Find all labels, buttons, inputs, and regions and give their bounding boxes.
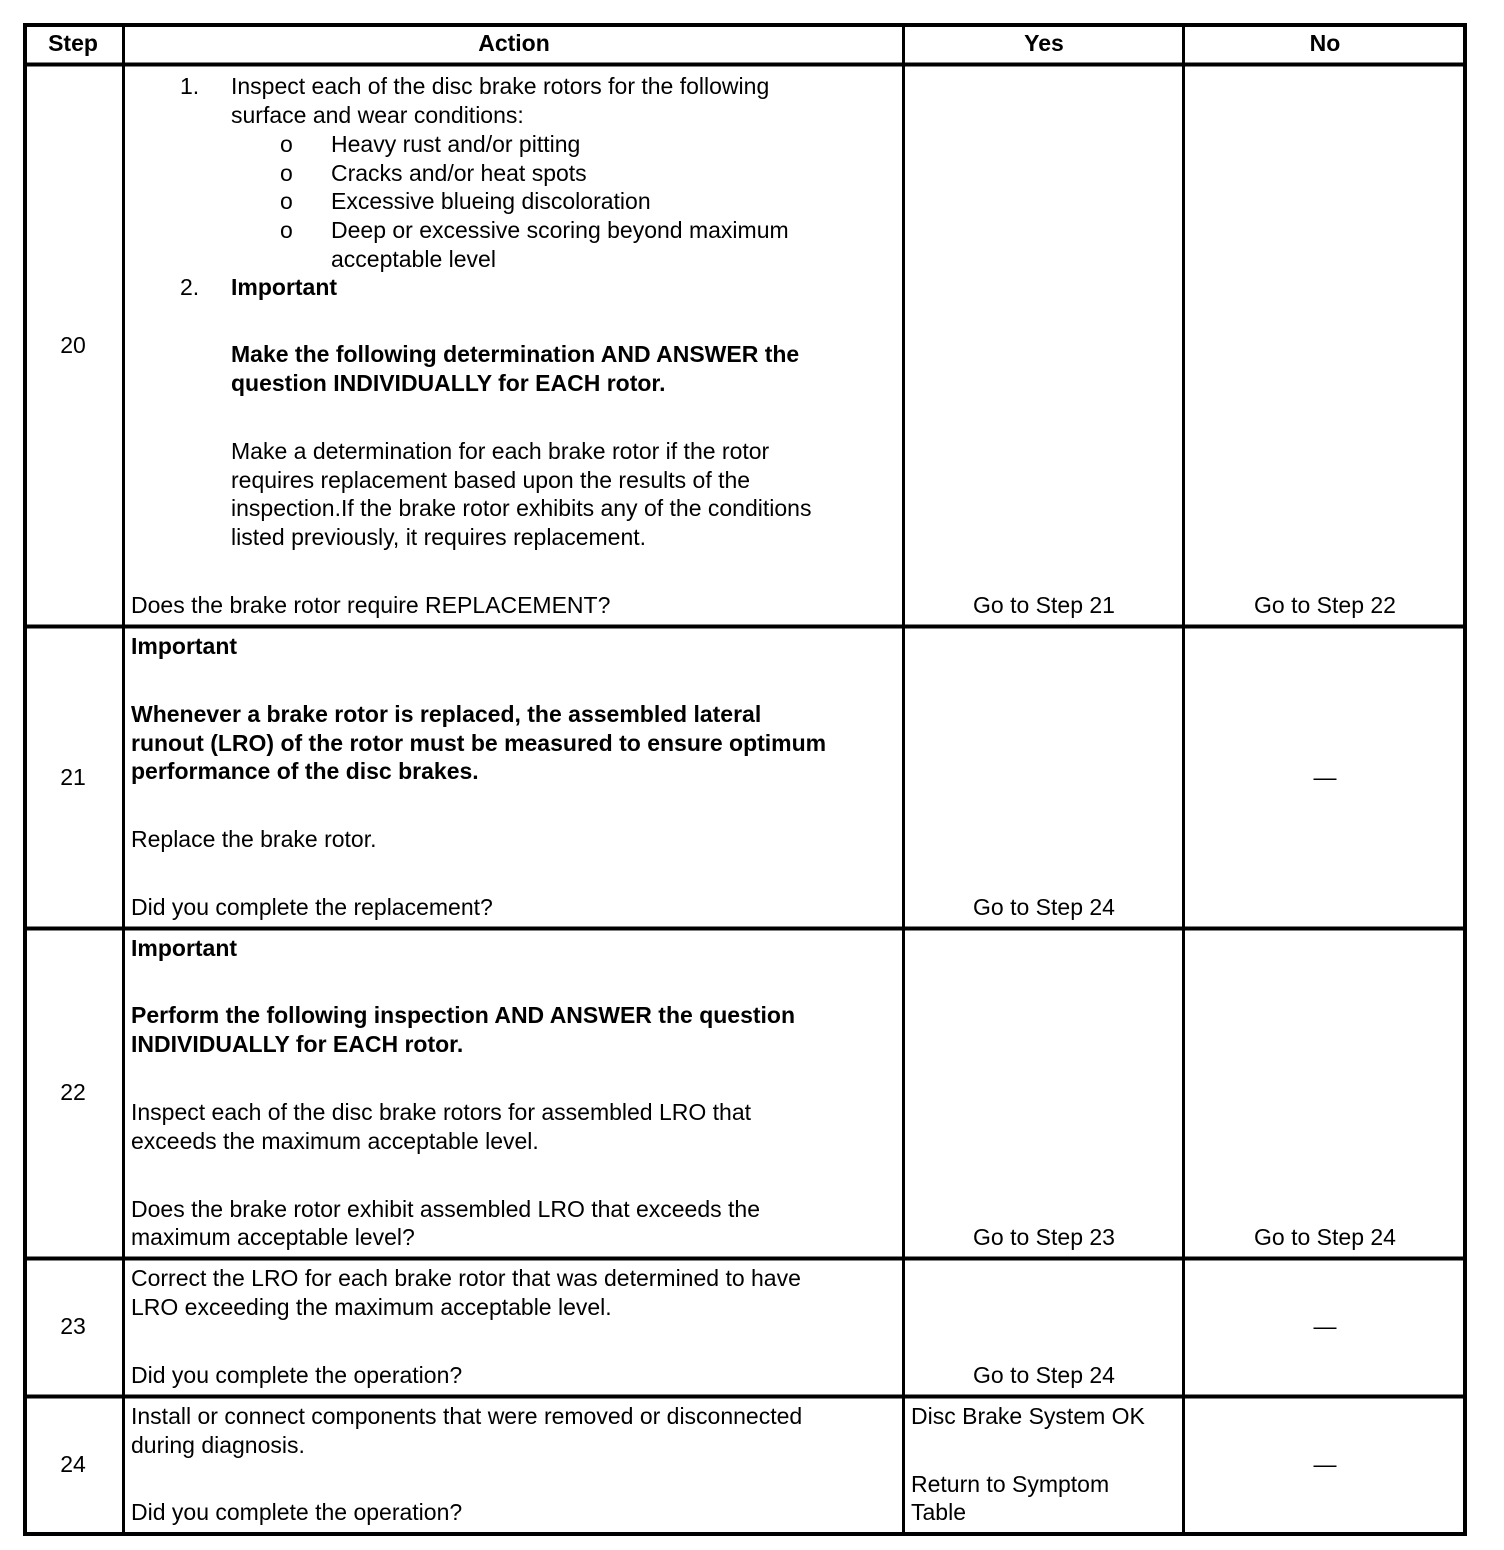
row20-bullet-3: Excessive blueing discoloration	[331, 188, 651, 214]
row20-bullet-2: Cracks and/or heat spots	[331, 160, 587, 186]
header-action: Action	[478, 30, 550, 56]
row22-bold-line1: Perform the following inspection AND ANSWER the question	[131, 1002, 796, 1028]
row20-bullet-1: Heavy rust and/or pitting	[331, 131, 581, 157]
row20-item1-line2: surface and wear conditions:	[231, 102, 524, 128]
row24-yes-line2: Return to Symptom	[911, 1471, 1110, 1497]
row20-item1-line1: Inspect each of the disc brake rotors for the following	[231, 73, 770, 99]
row22-para-line2: exceeds the maximum acceptable level.	[131, 1128, 539, 1154]
row20-bold-line1: Make the following determination AND ANSWER the	[231, 341, 800, 367]
row20-bullet-4: Deep or excessive scoring beyond maximum	[331, 217, 789, 243]
step-number-20: 20	[60, 332, 86, 358]
header-no: No	[1309, 30, 1341, 56]
row22-question-line2: maximum acceptable level?	[131, 1224, 415, 1250]
row24-yes-line1: Disc Brake System OK	[911, 1403, 1145, 1429]
row24-line1: Install or connect components that were removed or disconnected	[131, 1403, 803, 1429]
row21-important: Important	[131, 633, 238, 659]
row21-yes: Go to Step 24	[973, 894, 1115, 920]
row20-para-line3: inspection.If the brake rotor exhibits any of the conditions	[231, 495, 812, 521]
row21-bold-line2: runout (LRO) of the rotor must be measured to ensure optimum	[131, 730, 827, 756]
row21-no: —	[1313, 764, 1337, 790]
row20-para-line1: Make a determination for each brake rotor if the rotor	[231, 438, 770, 464]
row22-para-line1: Inspect each of the disc brake rotors for assembled LRO that	[131, 1099, 752, 1125]
row20-important: Important	[231, 274, 338, 300]
step-number-22: 22	[60, 1079, 86, 1105]
row20-question: Does the brake rotor require REPLACEMENT?	[131, 592, 611, 618]
row21-question: Did you complete the replacement?	[131, 894, 493, 920]
row22-bold-line2: INDIVIDUALLY for EACH rotor.	[131, 1031, 464, 1057]
row23-question: Did you complete the operation?	[131, 1362, 463, 1388]
row21-bold-line3: performance of the disc brakes.	[131, 758, 479, 784]
diagnostic-table	[23, 23, 1467, 1536]
row22-no: Go to Step 24	[1254, 1224, 1396, 1250]
row23-line1: Correct the LRO for each brake rotor that was determined to have	[131, 1265, 801, 1291]
row20-para-line2: requires replacement based upon the results of the	[231, 467, 751, 493]
bullet-circle-icon: o	[280, 131, 293, 157]
row20-bold-line2: question INDIVIDUALLY for EACH rotor.	[231, 370, 666, 396]
row20-item2-number: 2.	[180, 274, 200, 300]
row20-no: Go to Step 22	[1254, 592, 1396, 618]
row22-question-line1: Does the brake rotor exhibit assembled LRO that exceeds the	[131, 1196, 761, 1222]
step-number-24: 24	[60, 1451, 86, 1477]
step-number-23: 23	[60, 1313, 86, 1339]
bullet-circle-icon: o	[280, 217, 293, 243]
row24-line2: during diagnosis.	[131, 1432, 305, 1458]
row23-no: —	[1313, 1313, 1337, 1339]
row24-yes-line3: Table	[911, 1499, 966, 1525]
row24-no: —	[1313, 1451, 1337, 1477]
row22-yes: Go to Step 23	[973, 1224, 1115, 1250]
row20-item1-number: 1.	[180, 73, 200, 99]
header-step: Step	[48, 30, 98, 56]
row20-bullet-4-cont: acceptable level	[331, 246, 496, 272]
header-yes: Yes	[1024, 30, 1064, 56]
row24-question: Did you complete the operation?	[131, 1499, 463, 1525]
bullet-circle-icon: o	[280, 160, 293, 186]
row23-line2: LRO exceeding the maximum acceptable level.	[131, 1294, 612, 1320]
row20-yes: Go to Step 21	[973, 592, 1115, 618]
step-number-21: 21	[60, 764, 86, 790]
row21-instruction: Replace the brake rotor.	[131, 826, 377, 852]
row22-important: Important	[131, 935, 238, 961]
row23-yes: Go to Step 24	[973, 1362, 1115, 1388]
bullet-circle-icon: o	[280, 188, 293, 214]
row21-bold-line1: Whenever a brake rotor is replaced, the assembled lateral	[131, 701, 762, 727]
row20-para-line4: listed previously, it requires replacement.	[231, 524, 647, 550]
